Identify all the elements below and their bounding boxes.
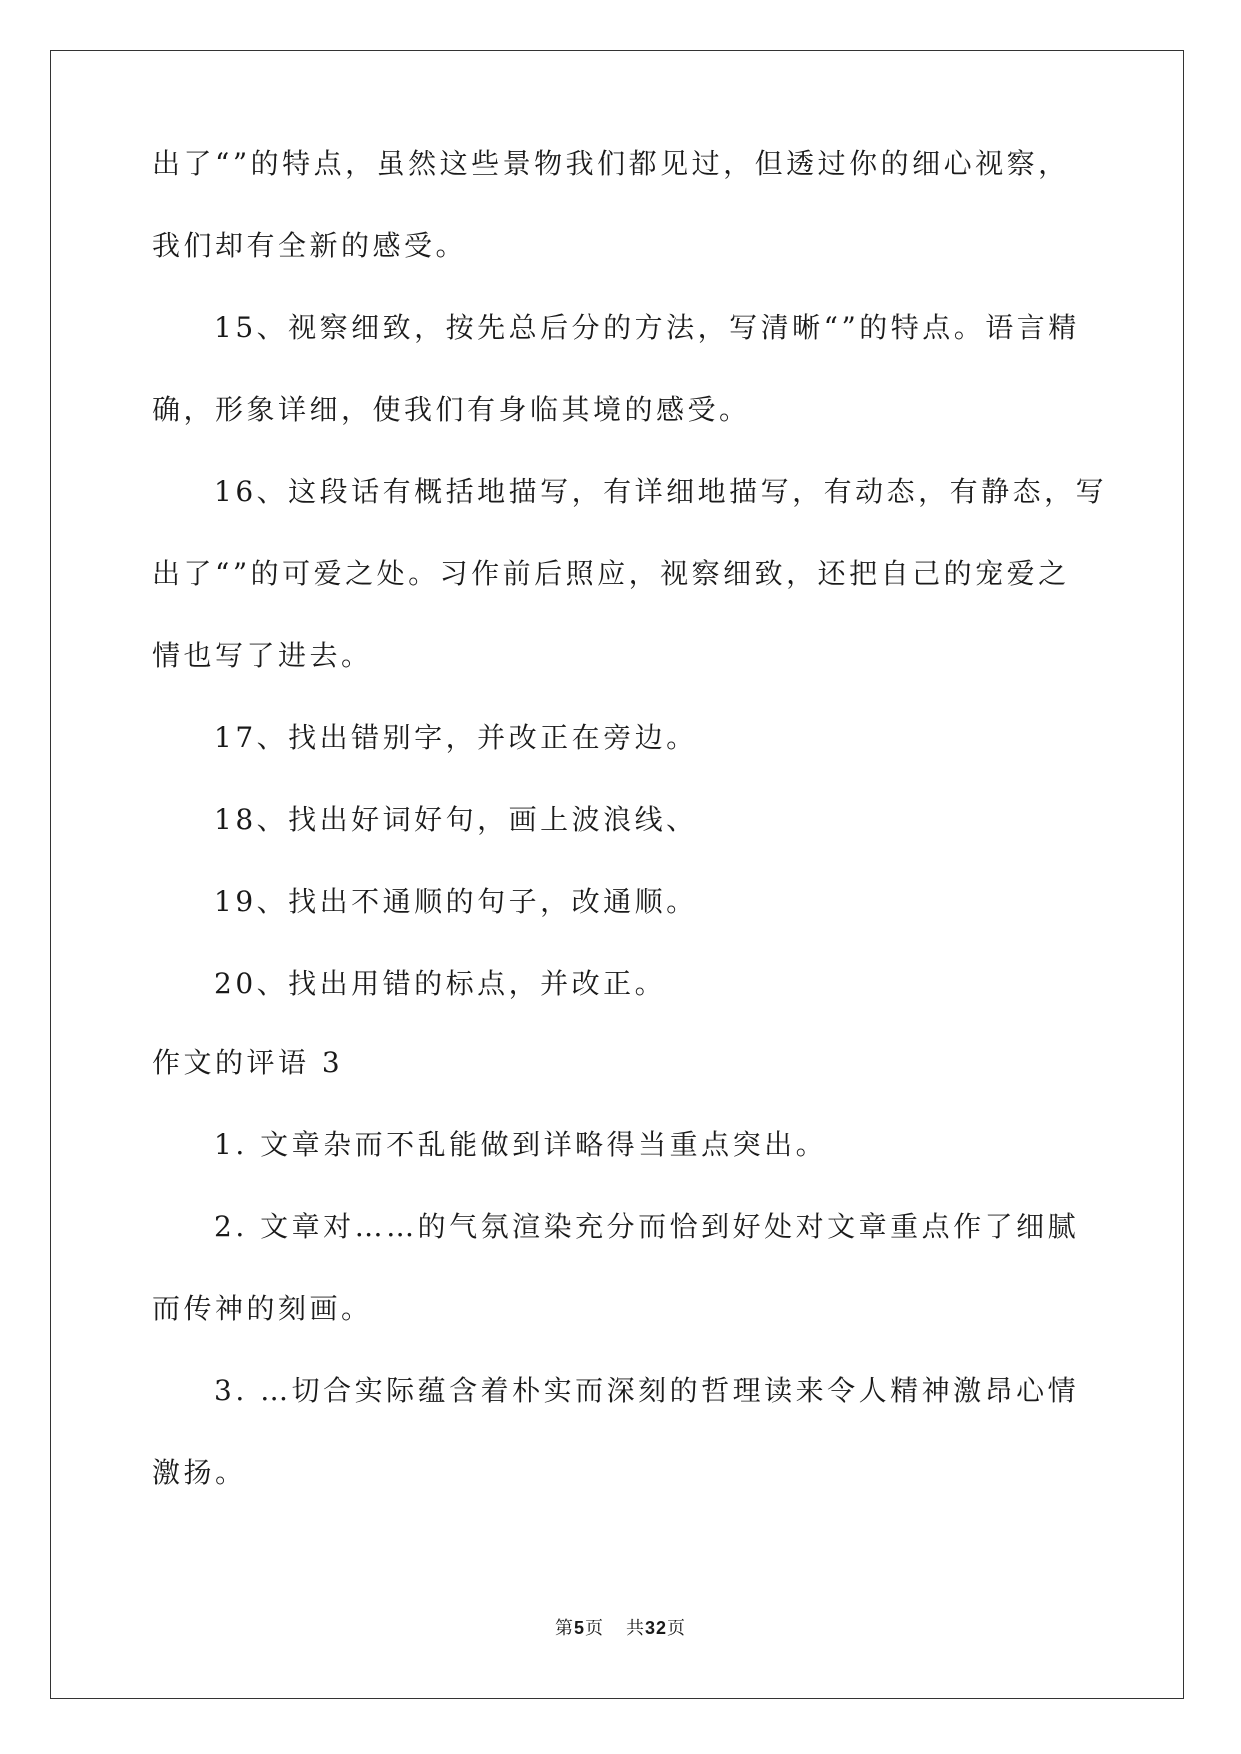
text-line: 1. 文章杂而不乱能做到详略得当重点突出。 — [214, 1128, 828, 1161]
text-line: 2. 文章对……的气氛渲染充分而恰到好处对文章重点作了细腻 — [214, 1210, 1080, 1243]
page-prefix: 第 — [554, 1618, 574, 1639]
text-line: 出了“”的特点，虽然这些景物我们都见过，但透过你的细心视察， — [152, 147, 1070, 180]
total-prefix: 共 — [625, 1618, 645, 1639]
text-line: 激扬。 — [152, 1456, 247, 1489]
text-line: 20、找出用错的标点，并改正。 — [214, 967, 667, 1000]
page-footer — [0, 1616, 1241, 1641]
text-line: 我们却有全新的感受。 — [152, 229, 468, 262]
page-border — [50, 50, 1184, 1699]
text-line: 19、找出不通顺的句子，改通顺。 — [214, 885, 698, 918]
page-suffix: 页 — [584, 1618, 604, 1639]
section-heading: 作文的评语 3 — [152, 1046, 344, 1079]
text-line: 15、视察细致，按先总后分的方法，写清晰“”的特点。语言精 — [214, 311, 1080, 344]
text-line: 情也写了进去。 — [152, 639, 373, 672]
total-suffix: 页 — [667, 1618, 687, 1639]
text-line: 16、这段话有概括地描写，有详细地描写，有动态，有静态，写 — [214, 475, 1108, 508]
text-line: 3. …切合实际蕴含着朴实而深刻的哲理读来令人精神激昂心情 — [214, 1374, 1080, 1407]
total-pages: 32 — [644, 1618, 668, 1638]
text-line: 确，形象详细，使我们有身临其境的感受。 — [152, 393, 751, 426]
text-line: 17、找出错别字，并改正在旁边。 — [214, 721, 698, 754]
text-line: 而传神的刻画。 — [152, 1292, 373, 1325]
text-line: 出了“”的可爱之处。习作前后照应，视察细致，还把自己的宠爱之 — [152, 557, 1070, 590]
text-line: 18、找出好词好句，画上波浪线、 — [214, 803, 698, 836]
page-number: 5 — [573, 1618, 585, 1638]
